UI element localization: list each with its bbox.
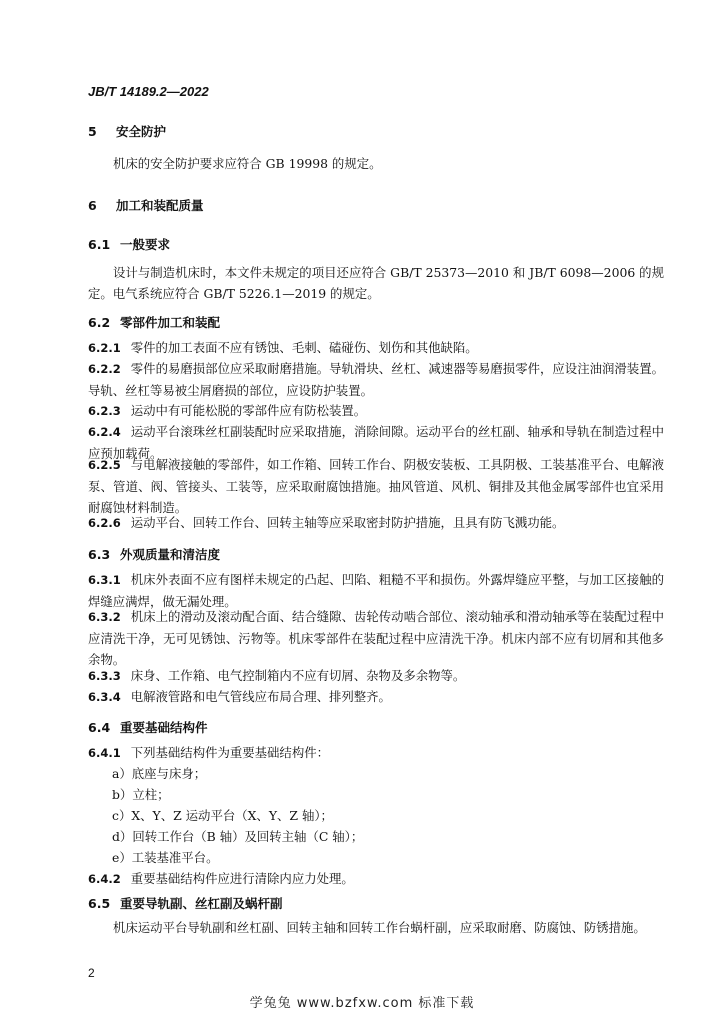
- page-number: 2: [88, 966, 95, 980]
- clause-6-3-2: [88, 606, 664, 670]
- clause-number: 6.4.1: [88, 746, 121, 760]
- clause-6-4-1: [88, 742, 664, 764]
- clause-text: 电解液管路和电气管线应布局合理、排列整齐。: [130, 689, 391, 704]
- clause-6-3-3: [88, 665, 664, 687]
- clause-number: 6.3.4: [88, 690, 121, 704]
- document-code: JB/T 14189.2—2022: [88, 84, 209, 99]
- section-title: 零部件加工和装配: [120, 315, 221, 330]
- clause-text: 机床上的滑动及滚动配合面、结合缝隙、齿轮传动啮合部位、滚动轴承和滑动轴承等在装配过程中应清洗干净，无可见锈蚀、污物等。机床零部件在装配过程中应清洗干净。机床内部不应有切屑和其他多余物。: [88, 609, 664, 667]
- section-number: 6.3: [88, 547, 111, 562]
- section-6-1-heading: [88, 235, 664, 253]
- clause-6-2-2: [88, 358, 664, 401]
- clause-6-3-4: [88, 686, 664, 708]
- clause-number: 6.2.2: [88, 362, 121, 376]
- section-number: 5: [88, 124, 97, 139]
- section-number: 6: [88, 198, 97, 213]
- list-item: a）底座与床身；: [112, 766, 207, 781]
- section-number: 6.2: [88, 315, 111, 330]
- clause-6-4-2: [88, 868, 664, 890]
- clause-text: 重要基础结构件应进行清除内应力处理。: [130, 871, 354, 886]
- section-6-1-text: 设计与制造机床时，本文件未规定的项目还应符合 GB/T 25373—2010 和 JB/T 6098—2006 的规定。电气系统应符合 GB/T 5226.1—2019 的规定。: [88, 265, 664, 301]
- clause-text: 下列基础结构件为重要基础结构件：: [130, 745, 329, 760]
- section-number: 6.1: [88, 237, 111, 252]
- clause-6-2-1: [88, 337, 664, 359]
- clause-number: 6.2.5: [88, 458, 121, 472]
- section-6-heading: [88, 196, 664, 214]
- section-title: 安全防护: [116, 124, 167, 139]
- clause-number: 6.3.1: [88, 573, 121, 587]
- section-6-4-heading: [88, 718, 664, 736]
- clause-number: 6.2.6: [88, 516, 121, 530]
- clause-number: 6.3.2: [88, 610, 121, 624]
- clause-text: 与电解液接触的零部件，如工作箱、回转工作台、阴极安装板、工具阴极、工装基准平台、电解液泵、管道、阀、管接头、工装等，应采取耐腐蚀措施。抽风管道、风机、铜排及其他金属零部件也宜采用耐腐蚀材料制造。: [88, 457, 664, 515]
- clause-text: 床身、工作箱、电气控制箱内不应有切屑、杂物及多余物等。: [130, 668, 466, 683]
- section-title: 一般要求: [120, 237, 171, 252]
- section-5-text: 机床的安全防护要求应符合 GB 19998 的规定。: [113, 156, 382, 171]
- clause-number: 6.2.4: [88, 425, 121, 439]
- section-title: 加工和装配质量: [116, 198, 204, 213]
- section-title: 外观质量和清洁度: [120, 547, 221, 562]
- section-title: 重要导轨副、丝杠副及蜗杆副: [120, 896, 283, 911]
- clause-text: 零件的加工表面不应有锈蚀、毛刺、磕碰伤、划伤和其他缺陷。: [130, 340, 478, 355]
- section-number: 6.4: [88, 720, 111, 735]
- clause-text: 运动平台滚珠丝杠副装配时应采取措施，消除间隙。运动平台的丝杠副、轴承和导轨在制造过程中应预加载荷。: [88, 424, 664, 461]
- section-6-3-heading: [88, 545, 664, 563]
- clause-number: 6.2.3: [88, 404, 121, 418]
- clause-number: 6.3.3: [88, 669, 121, 683]
- list-item: b）立柱；: [112, 787, 170, 802]
- watermark-footer: 学兔兔 www.bzfxw.com 标准下载: [249, 996, 475, 1011]
- list-item: c）X、Y、Z 运动平台（X、Y、Z 轴）；: [112, 808, 333, 823]
- section-6-5-heading: [88, 894, 664, 912]
- clause-text: 运动中有可能松脱的零部件应有防松装置。: [130, 403, 367, 418]
- clause-number: 6.2.1: [88, 341, 121, 355]
- clause-text: 运动平台、回转工作台、回转主轴等应采取密封防护措施，且具有防飞溅功能。: [130, 515, 565, 530]
- clause-6-2-6: [88, 512, 664, 534]
- clause-number: 6.4.2: [88, 872, 121, 886]
- section-6-2-heading: [88, 313, 664, 331]
- clause-text: 零件的易磨损部位应采取耐磨措施。导轨滑块、丝杠、减速器等易磨损零件，应设注油润滑装置。导轨、丝杠等易被尘屑磨损的部位，应设防护装置。: [88, 361, 664, 398]
- clause-text: 机床外表面不应有图样未规定的凸起、凹陷、粗糙不平和损伤。外露焊缝应平整，与加工区接触的焊缝应满焊，做无漏处理。: [88, 572, 664, 609]
- section-title: 重要基础结构件: [120, 720, 208, 735]
- clause-6-2-5: [88, 454, 664, 518]
- section-6-5-text: 机床运动平台导轨副和丝杠副、回转主轴和回转工作台蜗杆副，应采取耐磨、防腐蚀、防锈措施。: [113, 920, 646, 935]
- section-number: 6.5: [88, 896, 111, 911]
- clause-6-2-3: [88, 400, 664, 422]
- list-item: e）工装基准平台。: [112, 850, 219, 865]
- section-5-heading: [88, 122, 664, 140]
- list-item: d）回转工作台（B 轴）及回转主轴（C 轴）；: [112, 829, 364, 844]
